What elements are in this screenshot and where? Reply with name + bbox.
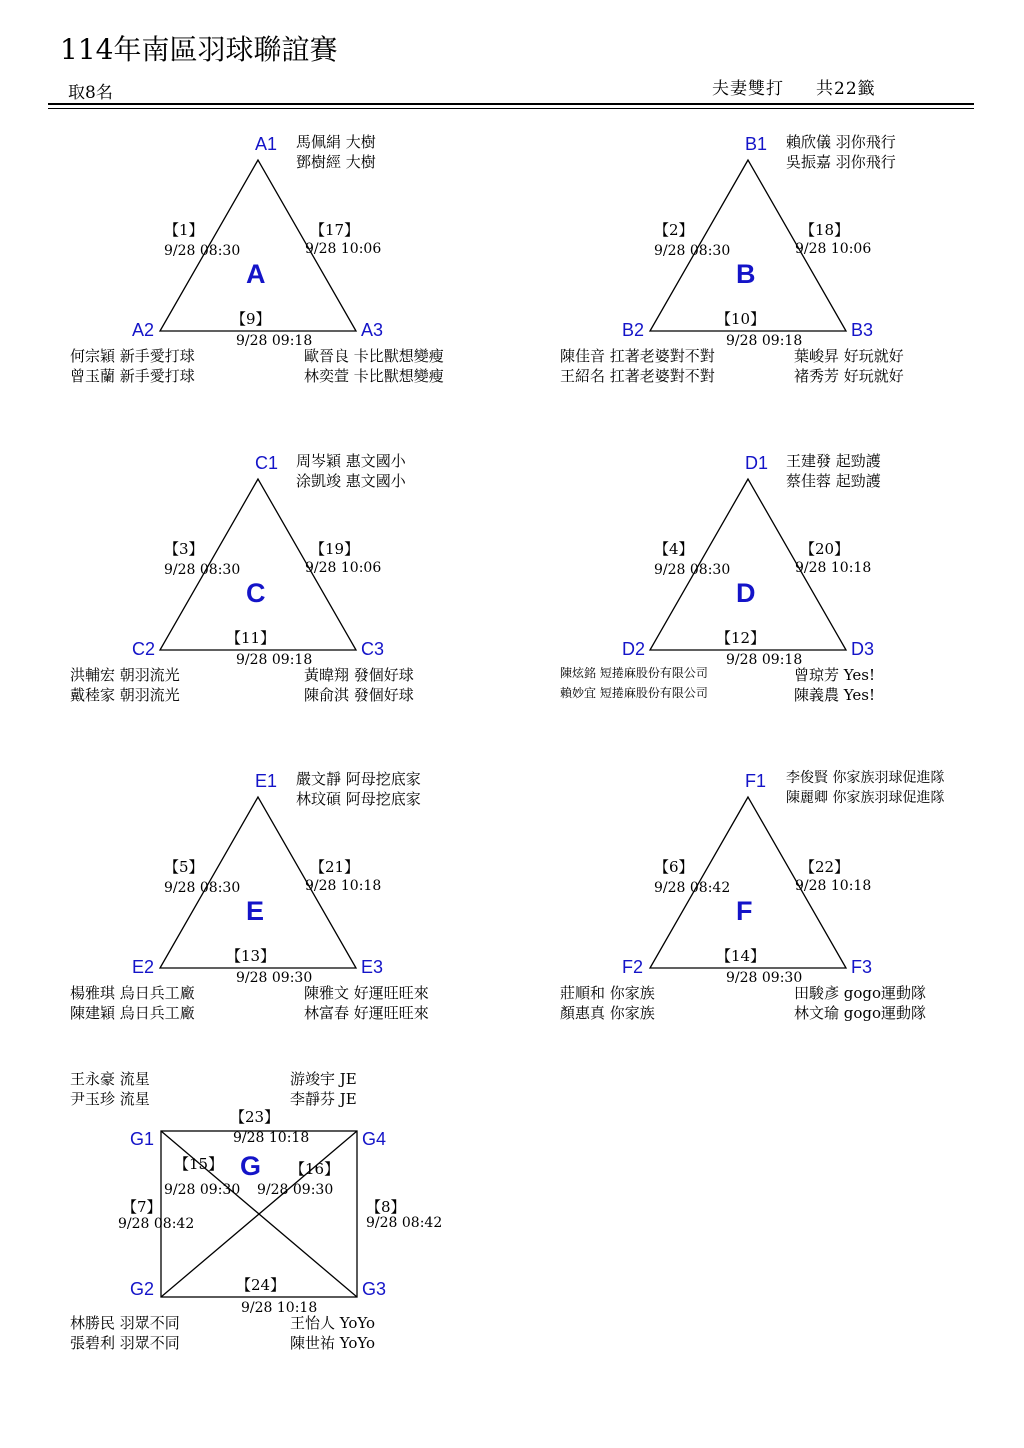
team-p2 <box>560 983 655 1023</box>
match-number: 【4】 <box>654 540 694 558</box>
player: 陳義農 Yes! <box>794 686 875 704</box>
qualify-note: 取8名 <box>68 83 113 103</box>
position-label: B2 <box>622 320 645 340</box>
player: 鄧樹經 大樹 <box>296 153 376 171</box>
player: 陳炫銘 短捲麻股份有限公司 <box>560 666 708 680</box>
group-label: F <box>736 896 753 926</box>
player: 褚秀芳 好玩就好 <box>794 367 904 385</box>
player: 馬佩絹 大樹 <box>296 133 376 151</box>
team-p4 <box>290 1069 357 1109</box>
team-p2 <box>70 665 180 705</box>
player: 周岑穎 惠文國小 <box>296 452 406 470</box>
position-label: E3 <box>361 957 384 977</box>
player: 王怡人 YoYo <box>290 1314 376 1332</box>
draw-count: 共22籤 <box>816 79 876 99</box>
match-number: 【13】 <box>226 947 276 965</box>
page-title: 114年南區羽球聯誼賽 <box>60 33 338 66</box>
position-label: G3 <box>362 1279 387 1299</box>
player: 楊雅琪 烏日兵工廠 <box>70 984 195 1002</box>
player: 田駿彥 gogo運動隊 <box>794 984 927 1002</box>
group-label: C <box>246 578 266 608</box>
team-p2 <box>560 346 715 386</box>
player: 吳振嘉 羽你飛行 <box>786 153 896 171</box>
match-time: 9/28 09:30 <box>236 970 313 986</box>
event-name: 夫妻雙打 <box>712 79 784 99</box>
match-number: 【8】 <box>366 1198 406 1216</box>
match-time: 9/28 08:30 <box>164 880 241 896</box>
player: 李俊賢 你家族羽球促進隊 <box>786 770 945 786</box>
match-time: 9/28 08:42 <box>118 1216 195 1232</box>
match-time: 9/28 10:18 <box>305 878 382 894</box>
match-time: 9/28 10:18 <box>241 1300 318 1316</box>
player: 曾玉蘭 新手愛打球 <box>70 367 195 385</box>
header-rule-thick <box>48 103 974 105</box>
match-number: 【1】 <box>164 221 204 239</box>
position-label: A3 <box>361 320 384 340</box>
match-time: 9/28 10:06 <box>305 241 382 257</box>
header-rule-thin <box>48 108 974 109</box>
group-label: E <box>246 896 265 926</box>
position-label: E1 <box>255 771 278 791</box>
team-p3 <box>794 983 926 1023</box>
match-number: 【9】 <box>231 310 271 328</box>
team-p3 <box>794 665 875 705</box>
position-label: D3 <box>851 639 875 659</box>
group-c <box>60 449 490 709</box>
player: 涂凱竣 惠文國小 <box>296 472 406 490</box>
match-number: 【20】 <box>800 540 850 558</box>
team-p1 <box>786 451 881 491</box>
player: 陳雅文 好運旺旺來 <box>304 984 429 1002</box>
position-label: G2 <box>130 1279 155 1299</box>
player: 賴妙宜 短捲麻股份有限公司 <box>560 686 708 700</box>
match-time: 9/28 10:18 <box>795 560 872 576</box>
position-label: C2 <box>132 639 156 659</box>
match-number: 【23】 <box>230 1108 280 1126</box>
match-number: 【17】 <box>310 221 360 239</box>
match-number: 【15】 <box>174 1155 224 1173</box>
match-number: 【2】 <box>654 221 694 239</box>
match-time: 9/28 09:18 <box>726 333 803 349</box>
group-a <box>60 130 490 390</box>
match-number: 【11】 <box>226 629 276 647</box>
team-p1 <box>296 132 376 172</box>
player: 曾琼芳 Yes! <box>794 666 875 684</box>
player: 歐晉良 卡比獸想變瘦 <box>304 347 444 365</box>
group-f <box>550 767 980 1027</box>
player: 林奕萱 卡比獸想變瘦 <box>304 367 444 385</box>
team-p3 <box>304 346 444 386</box>
match-time: 9/28 08:30 <box>654 243 731 259</box>
player: 林文瑜 gogo運動隊 <box>794 1004 927 1022</box>
position-label: E2 <box>132 957 155 977</box>
team-p2 <box>70 983 195 1023</box>
match-number: 【12】 <box>716 629 766 647</box>
match-number: 【19】 <box>310 540 360 558</box>
player: 戴稑家 朝羽流光 <box>70 686 180 704</box>
player: 陳俞淇 發個好球 <box>304 686 414 704</box>
player: 陳世祐 YoYo <box>290 1334 376 1352</box>
match-time: 9/28 09:30 <box>257 1182 334 1198</box>
match-number: 【18】 <box>800 221 850 239</box>
group-label: D <box>736 578 756 608</box>
match-time: 9/28 09:18 <box>236 333 313 349</box>
team-p3 <box>304 665 414 705</box>
team-p3 <box>290 1313 375 1353</box>
team-p1 <box>786 132 896 172</box>
player: 陳麗卿 你家族羽球促進隊 <box>786 790 945 806</box>
match-number: 【24】 <box>236 1276 286 1294</box>
position-label: A1 <box>255 134 278 154</box>
match-time: 9/28 08:30 <box>164 562 241 578</box>
team-p1 <box>296 769 421 809</box>
group-e <box>60 767 490 1027</box>
match-time: 9/28 08:30 <box>164 243 241 259</box>
team-p1 <box>786 768 944 808</box>
match-time: 9/28 08:30 <box>654 562 731 578</box>
group-label: B <box>736 259 756 289</box>
match-number: 【14】 <box>716 947 766 965</box>
player: 莊順和 你家族 <box>560 984 655 1002</box>
team-p1 <box>296 451 406 491</box>
match-number: 【10】 <box>716 310 766 328</box>
match-time: 9/28 08:42 <box>654 880 731 896</box>
player: 林玟碩 阿母挖底家 <box>296 790 421 808</box>
player: 洪輔宏 朝羽流光 <box>70 666 180 684</box>
match-time: 9/28 10:18 <box>795 878 872 894</box>
match-number: 【6】 <box>654 858 694 876</box>
group-d <box>550 449 980 709</box>
match-time: 9/28 09:18 <box>726 652 803 668</box>
team-p3 <box>794 346 904 386</box>
position-label: D1 <box>745 453 769 473</box>
position-label: B3 <box>851 320 874 340</box>
group-label: A <box>246 259 266 289</box>
position-label: C1 <box>255 453 279 473</box>
player: 嚴文靜 阿母挖底家 <box>296 770 421 788</box>
player: 葉峻昇 好玩就好 <box>794 347 904 365</box>
group-label: G <box>240 1151 262 1181</box>
player: 何宗穎 新手愛打球 <box>70 347 195 365</box>
player: 王永豪 流星 <box>70 1070 150 1088</box>
player: 王建發 起勁護 <box>786 452 881 470</box>
team-p2 <box>70 346 195 386</box>
player: 張碧利 羽眾不同 <box>70 1334 180 1352</box>
player: 林勝民 羽眾不同 <box>70 1314 180 1332</box>
player: 林富春 好運旺旺來 <box>304 1004 429 1022</box>
match-number: 【22】 <box>800 858 850 876</box>
player: 王紹名 扛著老婆對不對 <box>560 367 715 385</box>
match-time: 9/28 09:30 <box>726 970 803 986</box>
match-number: 【3】 <box>164 540 204 558</box>
match-number: 【16】 <box>290 1160 340 1178</box>
match-time: 9/28 10:06 <box>795 241 872 257</box>
player: 顏惠真 你家族 <box>560 1004 655 1022</box>
player: 黃暐翔 發個好球 <box>304 666 414 684</box>
player: 陳佳音 扛著老婆對不對 <box>560 347 715 365</box>
position-label: F1 <box>745 771 767 791</box>
group-b <box>550 130 980 390</box>
match-time: 9/28 09:30 <box>164 1182 241 1198</box>
position-label: D2 <box>622 639 646 659</box>
player: 賴欣儀 羽你飛行 <box>786 133 896 151</box>
team-p2 <box>560 663 708 703</box>
group-g <box>60 1066 490 1366</box>
position-label: F2 <box>622 957 644 977</box>
match-time: 9/28 09:18 <box>236 652 313 668</box>
match-time: 9/28 08:42 <box>366 1215 443 1231</box>
position-label: F3 <box>851 957 873 977</box>
player: 李靜芬 JE <box>290 1090 357 1108</box>
team-p2 <box>70 1313 180 1353</box>
player: 蔡佳蓉 起勁護 <box>786 472 881 490</box>
player: 尹玉珍 流星 <box>70 1090 150 1108</box>
position-label: B1 <box>745 134 768 154</box>
player: 游竣宇 JE <box>290 1070 357 1088</box>
match-time: 9/28 10:06 <box>305 560 382 576</box>
match-number: 【5】 <box>164 858 204 876</box>
player: 陳建穎 烏日兵工廠 <box>70 1004 195 1022</box>
team-p1 <box>70 1069 150 1109</box>
position-label: G4 <box>362 1129 387 1149</box>
position-label: A2 <box>132 320 155 340</box>
event-info <box>712 74 876 99</box>
match-number: 【21】 <box>310 858 360 876</box>
match-number: 【7】 <box>122 1198 162 1216</box>
match-time: 9/28 10:18 <box>233 1130 310 1146</box>
team-p3 <box>304 983 429 1023</box>
position-label: C3 <box>361 639 385 659</box>
position-label: G1 <box>130 1129 155 1149</box>
